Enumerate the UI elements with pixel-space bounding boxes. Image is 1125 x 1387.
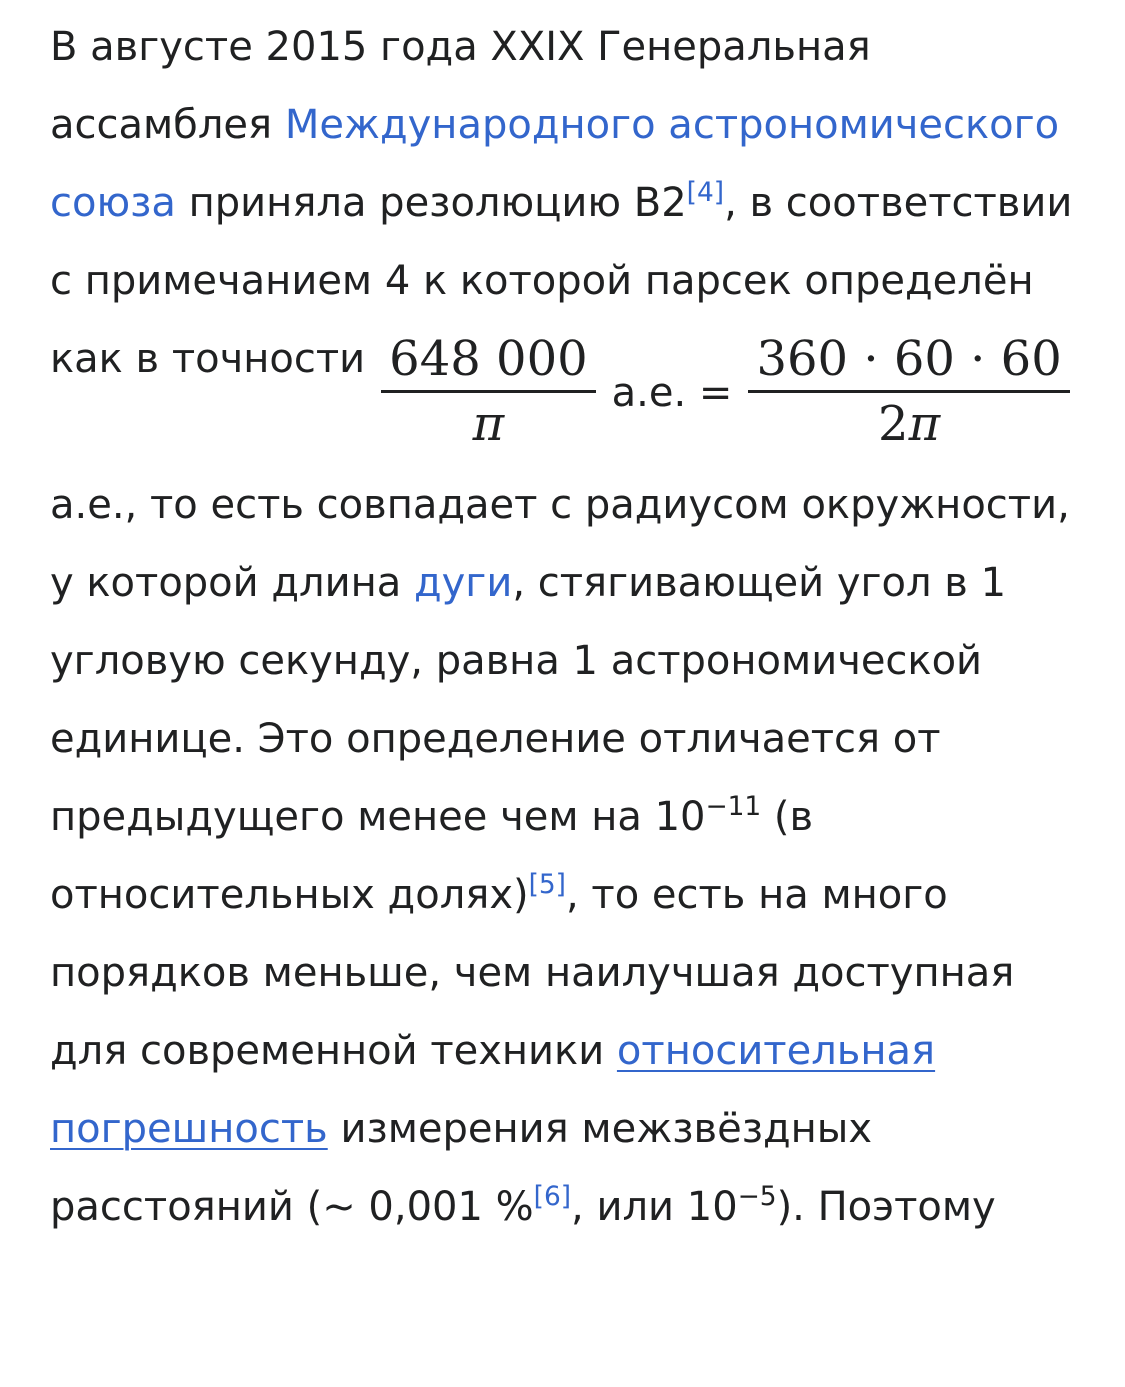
- text-fragment: приняла резолюцию B2: [175, 180, 687, 226]
- exponent-minus-11: −11: [705, 791, 762, 823]
- fraction-denominator: π: [472, 395, 505, 452]
- text-fragment: ). Поэтому: [776, 1184, 996, 1230]
- fraction-denominator: [870, 393, 948, 455]
- text-fragment: В августе 2015 года XXIX Генеральная ассамблея: [50, 24, 871, 148]
- reference-6-link[interactable]: [6]: [533, 1181, 572, 1213]
- fraction-numerator: 360 · 60 · 60: [748, 328, 1069, 393]
- link-arc[interactable]: дуги: [413, 560, 513, 606]
- formula-line: [365, 320, 1086, 466]
- text-fragment: измерения межзвёздных расстояний (~ 0,001 %: [50, 1106, 873, 1230]
- text-fragment: (в относительных долях): [50, 794, 814, 918]
- reference-4-link[interactable]: [4]: [686, 177, 725, 209]
- article-paragraph: [50, 8, 1090, 1246]
- fraction-arcseconds-over-2pi: [748, 328, 1069, 455]
- text-fragment: , то есть на много порядков меньше, чем наилучшая доступная для современной техники: [50, 872, 1015, 1074]
- text-fragment: , или 10: [571, 1184, 738, 1230]
- reference-5-link[interactable]: [5]: [528, 869, 566, 901]
- text-fragment: , в соответствии с примечанием 4 к которой парсек определён как в точности: [50, 180, 1073, 382]
- denominator-symbol: π: [908, 395, 941, 452]
- fraction-648000-over-pi: [381, 328, 596, 455]
- link-relative-error[interactable]: относительная погрешность: [50, 1028, 936, 1152]
- text-fragment: а.е., то есть совпадает с радиусом окружности, у которой длина: [50, 482, 1070, 606]
- link-international-astronomical-union[interactable]: Международного астрономического союза: [50, 102, 1060, 226]
- denominator-coefficient: 2: [878, 395, 909, 452]
- exponent-minus-5: −5: [737, 1181, 777, 1213]
- unit-au-equals: а.е. =: [611, 370, 733, 416]
- fraction-numerator: 648 000: [381, 328, 596, 393]
- text-fragment: , стягивающей угол в 1 угловую секунду, равна 1 астрономической единице. Это определение отличается от предыдущего менее чем на 10: [50, 560, 1007, 840]
